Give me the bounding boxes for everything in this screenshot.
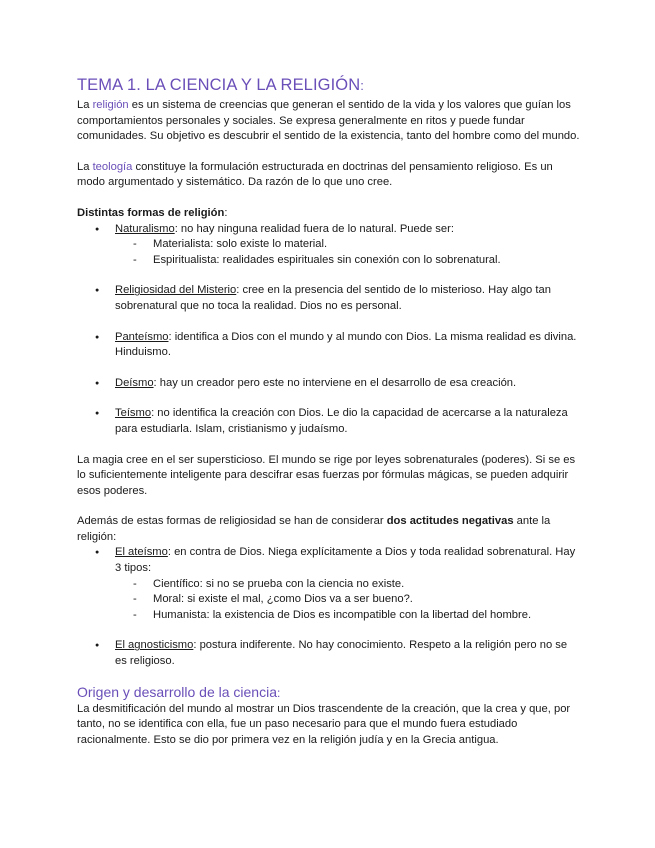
- list-item-agnosticismo: ● El agnosticismo: postura indiferente. No hay conocimiento. Respeto a la religión pero no se es religioso.: [77, 638, 582, 669]
- page-title: [77, 76, 582, 95]
- sub-item: - Humanista: la existencia de Dios es incompatible con la libertad del hombre.: [77, 608, 582, 624]
- ateismo-sublist: [115, 577, 582, 624]
- actitudes-paragraph: Además de estas formas de religiosidad se han de considerar dos actitudes negativas ante la religión:: [77, 515, 551, 543]
- sub-item: - Moral: si existe el mal, ¿como Dios va a ser bueno?.: [77, 592, 582, 608]
- magia-paragraph: La magia cree en el ser supersticioso. El mundo se rige por leyes sobrenaturales (poderes). Si se es lo suficientemente inteligente para descifrar esas fuerzas por fórmulas mágicas, se pueden adquirir esos poderes.: [77, 453, 576, 497]
- sub-item: - Científico: si no se prueba con la ciencia no existe.: [77, 577, 582, 593]
- title-colon: :: [360, 78, 364, 93]
- teologia-term: teología: [92, 160, 133, 173]
- sub-item: - Materialista: solo existe lo material.: [77, 237, 582, 253]
- section-title-origen: Origen y desarrollo de la ciencia:: [77, 683, 281, 700]
- religion-paragraph: La religión es un sistema de creencias que generan el sentido de la vida y los valores que guían los comportamientos personales y sociales. Se expresa generalmente en ritos y puede fundar comunidades. Su objetivo es descubrir el sentido de la existencia, tanto del hombre como del mundo.: [77, 99, 580, 143]
- actitudes-list: [77, 545, 582, 669]
- list-item-misterio: ● Religiosidad del Misterio: cree en la presencia del sentido de lo misterioso. Hay algo tan sobrenatural que no toca la realidad. Dios no es personal.: [77, 283, 582, 314]
- list-item-ateismo: ● El ateísmo: en contra de Dios. Niega explícitamente a Dios y toda realidad sobrenatural. Hay 3 tipos: - Científico: si no se prueba con la ciencia no existe. - Moral: si existe el mal, ¿como Dios va a ser bueno?. - Humanista: la existencia de Dios es incompatible con la libertad del hombre.: [77, 545, 582, 623]
- list-item-deismo: ● Deísmo: hay un creador pero este no interviene en el desarrollo de esa creación.: [77, 376, 582, 392]
- list-item-naturalismo: ● Naturalismo: no hay ninguna realidad fuera de lo natural. Puede ser: - Materialista: solo existe lo material. - Espiritualista: realidades espirituales sin conexión con lo sobrenatural.: [77, 222, 582, 269]
- naturalismo-sublist: [115, 237, 582, 268]
- origen-paragraph: La desmitificación del mundo al mostrar un Dios trascendente de la creación, que la crea y que, por tanto, no se identifica con ella, fue un paso necesario para que el mundo fuera estudiado racionalmente. Esto se dio por primera vez en la religión judía y en la Grecia antigua.: [77, 702, 571, 746]
- title-text: TEMA 1. LA CIENCIA Y LA RELIGIÓN: [77, 76, 361, 94]
- teologia-paragraph: La teología constituye la formulación estructurada en doctrinas del pensamiento religioso. Es un modo argumentado y sistemático. Da razón de lo que uno cree.: [77, 160, 553, 189]
- religion-term: religión: [92, 99, 129, 111]
- list-item-teismo: ● Teísmo: no identifica la creación con Dios. Le dio la capacidad de acercarse a la naturaleza para estudiarla. Islam, cristianismo y judaísmo.: [77, 406, 582, 437]
- formas-heading: Distintas formas de religión:: [77, 206, 228, 219]
- list-item-panteismo: ● Panteísmo: identifica a Dios con el mundo y al mundo con Dios. La misma realidad es divina. Hinduismo.: [77, 330, 582, 361]
- formas-list: [77, 222, 582, 438]
- sub-item: - Espiritualista: realidades espirituales sin conexión con lo sobrenatural.: [77, 253, 582, 269]
- document-page: [77, 76, 582, 748]
